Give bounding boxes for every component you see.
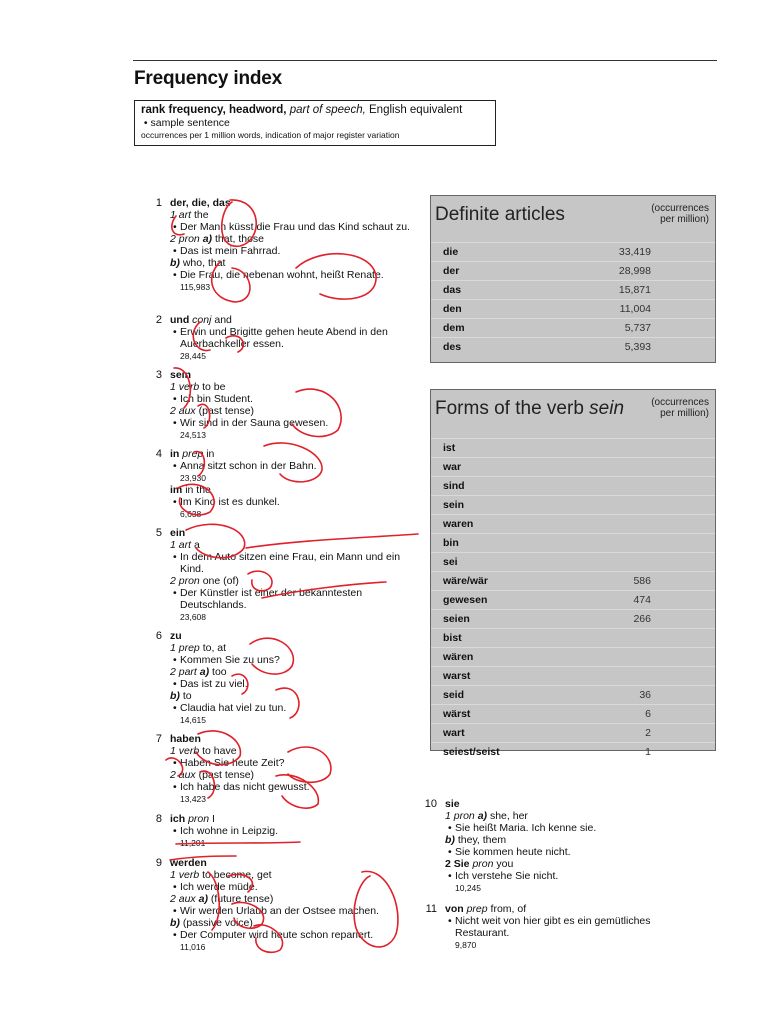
- entry-line: [148, 893, 420, 905]
- sense-part: to: [182, 690, 192, 702]
- entry-count: 9,870: [455, 940, 477, 950]
- table-value: 2: [645, 727, 651, 739]
- table-word: seiest/seist: [443, 746, 500, 758]
- entry-example: • Das ist zu viel.: [170, 678, 420, 690]
- sense-part: (passive voice): [182, 917, 253, 929]
- sein-forms-note: [651, 397, 709, 419]
- sense-part: that, those: [214, 233, 265, 245]
- sense-part: she, her: [489, 810, 528, 822]
- entry-line: [148, 941, 420, 953]
- legend-box: [134, 100, 496, 146]
- entry-example: • Sie heißt Maria. Ich kenne sie.: [445, 822, 695, 834]
- entry-line: [148, 869, 420, 881]
- table-value: 28,998: [618, 265, 651, 277]
- entry-example: • Kommen Sie zu uns?: [170, 654, 420, 666]
- sense-part: (future tense): [210, 893, 274, 905]
- sense-part: you: [496, 858, 514, 870]
- entry-headline: [423, 903, 695, 915]
- table-row: [431, 723, 715, 742]
- entry-count: 28,445: [180, 351, 206, 361]
- entry-example: • Der Künstler ist einer der bekanntesten Deutschlands.: [170, 587, 420, 611]
- entry-headline: [148, 369, 420, 381]
- table-word: des: [443, 341, 462, 353]
- table-value: 36: [639, 689, 651, 701]
- entry-line: [148, 666, 420, 678]
- table-value: 266: [633, 613, 651, 625]
- entry-line: [148, 405, 420, 417]
- entry-example: • Nicht weit von hier gibt es ein gemütliches Restaurant.: [445, 915, 695, 939]
- entry-equivalent: I: [212, 813, 215, 825]
- entry-line: [148, 429, 420, 441]
- sense-part: b): [170, 257, 180, 269]
- entry-line: [148, 245, 420, 257]
- table-row: [431, 552, 715, 571]
- sense-part: (past tense): [198, 769, 255, 781]
- page-title: Frequency index: [134, 68, 282, 89]
- entry-headword: werden: [170, 857, 207, 869]
- entry-headline: [148, 448, 420, 460]
- entry-line: [148, 678, 420, 690]
- note-line: (occurrences: [651, 203, 709, 214]
- table-word: warst: [443, 670, 471, 682]
- entry: [423, 798, 695, 894]
- sein-forms-title-verb: sein: [589, 398, 625, 419]
- table-word: gewesen: [443, 594, 488, 606]
- entry-headline: [148, 813, 420, 825]
- entry-line: [148, 233, 420, 245]
- entry-line: [148, 508, 420, 520]
- table-row: [431, 476, 715, 495]
- entry-rank: 11: [425, 903, 437, 915]
- entry-headline: [148, 527, 420, 539]
- sense-part: 1 pron: [445, 810, 475, 822]
- entry-rank: 8: [155, 813, 162, 825]
- table-row: [431, 609, 715, 628]
- entry-example: • Die Frau, die nebenan wohnt, heißt Renate.: [170, 269, 420, 281]
- entry-line: [423, 810, 695, 822]
- legend-pos: part of speech,: [289, 104, 366, 116]
- entry-line: [148, 769, 420, 781]
- entry-headword: sein: [170, 369, 192, 381]
- table-word: wärst: [443, 708, 471, 720]
- entry-line: [423, 846, 695, 858]
- table-value: 11,004: [619, 303, 651, 315]
- entry-example: • Haben Sie heute Zeit?: [170, 757, 420, 769]
- entry: [148, 369, 420, 441]
- sense-part: b): [445, 834, 455, 846]
- table-word: sein: [443, 499, 465, 511]
- entry-line: [148, 881, 420, 893]
- table-word: wäre/wär: [443, 575, 488, 587]
- entry-line: [148, 929, 420, 941]
- legend-line-1: [141, 103, 489, 117]
- entry: [148, 630, 420, 726]
- sense-part: (past tense): [198, 405, 255, 417]
- table-row: [431, 280, 715, 299]
- entry-equivalent: in: [206, 448, 215, 460]
- entry-count: 10,245: [455, 883, 481, 893]
- entry-line: [148, 575, 420, 587]
- table-word: sind: [443, 480, 465, 492]
- entry-rank: 6: [155, 630, 162, 642]
- sense-part: 2 part: [170, 666, 197, 678]
- definite-articles-title: Definite articles: [435, 204, 565, 225]
- table-row: [431, 571, 715, 590]
- table-value: 586: [633, 575, 651, 587]
- entry-line: [423, 870, 695, 882]
- entry-sense: [170, 917, 420, 929]
- entry-equivalent: in the: [185, 484, 211, 496]
- entry-line: [148, 460, 420, 472]
- entry-headline: [148, 630, 420, 642]
- entry-count: 23,608: [180, 612, 206, 622]
- entry-pos: prep: [182, 448, 204, 460]
- sense-part: a): [202, 233, 213, 245]
- table-row: [431, 666, 715, 685]
- table-word: waren: [443, 518, 474, 530]
- entry-sense: [170, 666, 420, 678]
- entry-example: • Ich habe das nicht gewusst.: [170, 781, 420, 793]
- sense-part: Sie: [453, 858, 470, 870]
- table-word: war: [443, 461, 462, 473]
- entry-example: • Erwin und Brigitte gehen heute Abend in den Auerbachkeller essen.: [170, 326, 420, 350]
- sense-part: to, at: [202, 642, 227, 654]
- entry-line: [148, 551, 420, 575]
- entry-line: [148, 781, 420, 793]
- entry: [423, 903, 695, 951]
- entry-rank: 2: [155, 314, 162, 326]
- sense-part: 1 art: [170, 209, 192, 221]
- sense-part: 2 pron: [170, 233, 200, 245]
- sense-part: the: [193, 209, 209, 221]
- note-line: (occurrences: [651, 397, 709, 408]
- entry-line: [148, 917, 420, 929]
- entry-line: [148, 472, 420, 484]
- entry-line: [423, 858, 695, 870]
- entry-line: [148, 587, 420, 611]
- sense-part: to become, get: [202, 869, 272, 881]
- legend-line-3: occurrences per 1 million words, indication of major register variation: [141, 130, 400, 140]
- sense-part: 2: [445, 858, 451, 870]
- entry-line: [148, 326, 420, 350]
- table-word: bist: [443, 632, 462, 644]
- entry: [148, 448, 420, 520]
- sense-part: a: [193, 539, 200, 551]
- entry-count: 14,615: [180, 715, 206, 725]
- sense-part: 2 pron: [170, 575, 200, 587]
- entry-line: [148, 539, 420, 551]
- entry-example: • Das ist mein Fahrrad.: [170, 245, 420, 257]
- entry-line: [148, 654, 420, 666]
- entry-line: [148, 350, 420, 362]
- table-row: [431, 514, 715, 533]
- legend-line-2: • sample sentence: [141, 117, 230, 129]
- table-row: [431, 685, 715, 704]
- sense-part: b): [170, 690, 180, 702]
- entry-line: [148, 745, 420, 757]
- entry: [148, 527, 420, 623]
- table-row: [431, 242, 715, 261]
- entry-headline: [423, 798, 695, 810]
- entry-count: 11,201: [180, 838, 206, 848]
- sense-part: 2 aux: [170, 769, 196, 781]
- entry-line: [148, 496, 420, 508]
- table-row: [431, 337, 715, 356]
- entry-rank: 9: [155, 857, 162, 869]
- entry-sense: [170, 233, 420, 245]
- entry-count: 24,513: [180, 430, 206, 440]
- entry-rank: 3: [155, 369, 162, 381]
- entry-rank: 10: [424, 798, 437, 810]
- entry-line: [423, 822, 695, 834]
- entry-example: • Anna sitzt schon in der Bahn.: [170, 460, 420, 472]
- entry-example: • Wir sind in der Sauna gewesen.: [170, 417, 420, 429]
- entry-line: [148, 393, 420, 405]
- entry-line: [423, 915, 695, 939]
- definite-articles-table: [431, 242, 715, 356]
- entry-line: [148, 281, 420, 293]
- entry-count: 6,638: [180, 509, 202, 519]
- entry-example: • Ich verstehe Sie nicht.: [445, 870, 695, 882]
- entry: [148, 733, 420, 805]
- table-value: 6: [645, 708, 651, 720]
- sense-part: one (of): [202, 575, 239, 587]
- entry-line: [148, 484, 420, 496]
- entry-equivalent: and: [214, 314, 232, 326]
- entry-headword: der, die, das: [170, 197, 231, 209]
- legend-rank: rank frequency,: [141, 104, 226, 116]
- note-line: per million): [660, 214, 709, 225]
- entry-line: [148, 381, 420, 393]
- entry-example: • Wir werden Urlaub an der Ostsee machen.: [170, 905, 420, 917]
- table-value: 5,393: [624, 341, 651, 353]
- entry-count: 23,930: [180, 473, 206, 483]
- legend-sample: sample sentence: [150, 117, 230, 129]
- table-row: [431, 438, 715, 457]
- entry-line: [148, 793, 420, 805]
- sein-forms-title-text: Forms of the verb: [435, 398, 584, 419]
- entry-pos: pron: [188, 813, 210, 825]
- table-row: [431, 647, 715, 666]
- entry-example: • Sie kommen heute nicht.: [445, 846, 695, 858]
- entry-equivalent: from, of: [490, 903, 527, 915]
- table-word: seid: [443, 689, 465, 701]
- entry-sense: [170, 869, 420, 881]
- entry-sense: [170, 257, 420, 269]
- entry-headword: ein: [170, 527, 186, 539]
- entry-headline: [148, 197, 420, 209]
- entry-headword: sie: [445, 798, 460, 810]
- table-value: 1: [645, 746, 651, 758]
- legend-headword: headword,: [229, 104, 287, 116]
- definite-articles-note: [651, 203, 709, 225]
- table-word: sei: [443, 556, 458, 568]
- entry-sense: [170, 405, 420, 417]
- note-line: per million): [660, 408, 709, 419]
- entry: [148, 813, 420, 849]
- entry-sense: [170, 893, 420, 905]
- table-row: [431, 299, 715, 318]
- entry-line: [148, 269, 420, 281]
- entry-line: [148, 702, 420, 714]
- sense-part: 2 aux: [170, 405, 196, 417]
- entry-sense: [170, 690, 420, 702]
- entry-pos: conj: [192, 314, 212, 326]
- sense-part: to have: [202, 745, 237, 757]
- entry-line: [148, 417, 420, 429]
- sense-part: a): [477, 810, 488, 822]
- definite-articles-box: [430, 195, 716, 363]
- entry-line: [148, 611, 420, 623]
- entry-line: [148, 690, 420, 702]
- entry-example: • Claudia hat viel zu tun.: [170, 702, 420, 714]
- table-row: [431, 704, 715, 723]
- sense-part: 1 prep: [170, 642, 200, 654]
- entry-line: [423, 882, 695, 894]
- entry-example: • In dem Auto sitzen eine Frau, ein Mann und ein Kind.: [170, 551, 420, 575]
- entry-sense: [170, 539, 420, 551]
- entry-headword: und: [170, 314, 190, 326]
- table-row: [431, 495, 715, 514]
- entry-line: [148, 257, 420, 269]
- table-row: [431, 533, 715, 552]
- entry-headword: ich: [170, 813, 186, 825]
- table-word: das: [443, 284, 462, 296]
- entry: [148, 197, 420, 293]
- table-row: [431, 318, 715, 337]
- sense-part: 1 verb: [170, 745, 200, 757]
- entry-sense: [170, 769, 420, 781]
- entry-sense: [170, 575, 420, 587]
- table-word: den: [443, 303, 462, 315]
- entry-headline: [148, 314, 420, 326]
- sense-part: 1 verb: [170, 869, 200, 881]
- entry: [148, 314, 420, 362]
- entry-line: [148, 757, 420, 769]
- entry-line: [148, 209, 420, 221]
- table-word: wären: [443, 651, 474, 663]
- legend-equivalent: English equivalent: [369, 104, 463, 116]
- entry-sense: [170, 745, 420, 757]
- table-row: [431, 742, 715, 761]
- entry-line: [148, 837, 420, 849]
- entry-line: [148, 221, 420, 233]
- top-rule: [133, 60, 717, 61]
- table-value: 5,737: [624, 322, 651, 334]
- entry-headword: zu: [170, 630, 182, 642]
- sein-forms-box: [430, 389, 716, 758]
- sense-part: to be: [202, 381, 226, 393]
- table-word: bin: [443, 537, 459, 549]
- sense-part: b): [170, 917, 180, 929]
- entry-line: [148, 714, 420, 726]
- entry-sense: [445, 858, 695, 870]
- entry-example: • Ich werde müde.: [170, 881, 420, 893]
- entry-sense: [445, 810, 695, 822]
- sense-part: 1 art: [170, 539, 192, 551]
- entry-headword: haben: [170, 733, 201, 745]
- table-row: [431, 628, 715, 647]
- entry: [148, 857, 420, 953]
- entry-count: 13,423: [180, 794, 206, 804]
- entry-count: 11,016: [180, 942, 206, 952]
- sense-part: too: [212, 666, 227, 678]
- entry-rank: 7: [155, 733, 162, 745]
- entry-headline: [148, 857, 420, 869]
- entry-example: • Ich bin Student.: [170, 393, 420, 405]
- entry-rank: 1: [155, 197, 162, 209]
- table-word: dem: [443, 322, 465, 334]
- sense-part: 1 verb: [170, 381, 200, 393]
- entry-subheadword: im: [170, 484, 183, 496]
- entry-line: [148, 825, 420, 837]
- entry-count: 115,983: [180, 282, 211, 292]
- table-value: 474: [633, 594, 651, 606]
- sense-part: 2 aux: [170, 893, 196, 905]
- entry-example: • Der Mann küsst die Frau und das Kind schaut zu.: [170, 221, 420, 233]
- table-word: ist: [443, 442, 456, 454]
- sense-part: a): [198, 893, 208, 905]
- table-word: wart: [443, 727, 465, 739]
- sense-part: pron: [472, 858, 494, 870]
- entry-line: [148, 642, 420, 654]
- sein-forms-table: [431, 438, 715, 761]
- table-value: 15,871: [618, 284, 651, 296]
- sense-part: who, that: [182, 257, 226, 269]
- entry-pos: prep: [466, 903, 488, 915]
- entry-sense: [170, 209, 420, 221]
- entry-example: • Im Kino ist es dunkel.: [170, 496, 420, 508]
- entry-rank: 4: [155, 448, 162, 460]
- table-row: [431, 590, 715, 609]
- table-row: [431, 457, 715, 476]
- entry-headline: [148, 733, 420, 745]
- entry-example: • Der Computer wird heute schon repariert.: [170, 929, 420, 941]
- entry-sense: [170, 642, 420, 654]
- sense-part: they, them: [457, 834, 507, 846]
- entry-example: • Ich wohne in Leipzig.: [170, 825, 420, 837]
- entry-headword: von: [445, 903, 464, 915]
- table-word: die: [443, 246, 459, 258]
- entry-rank: 5: [155, 527, 162, 539]
- table-row: [431, 261, 715, 280]
- table-word: seien: [443, 613, 470, 625]
- entry-sense: [445, 834, 695, 846]
- entry-line: [423, 834, 695, 846]
- entry-sense: [170, 381, 420, 393]
- table-word: der: [443, 265, 460, 277]
- entry-headword: in: [170, 448, 180, 460]
- sense-part: a): [199, 666, 210, 678]
- entry-line: [423, 939, 695, 951]
- table-value: 33,419: [618, 246, 651, 258]
- entry-line: [148, 905, 420, 917]
